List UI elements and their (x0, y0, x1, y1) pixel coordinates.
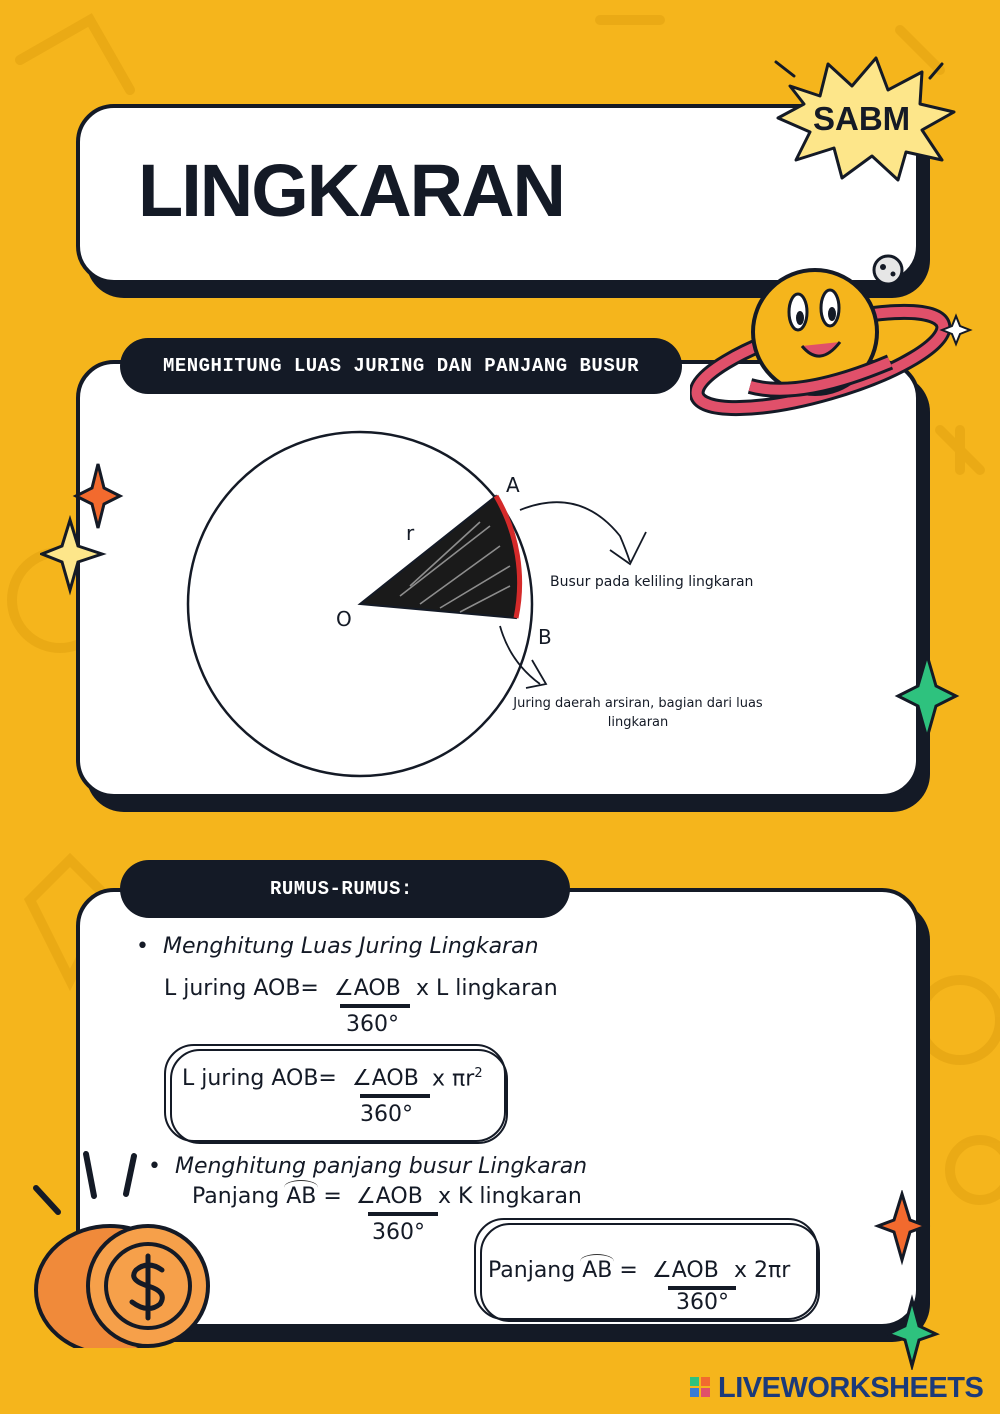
formula4-numerator: ∠AOB (652, 1258, 719, 1283)
sparkle-bottom-right-icon (874, 1190, 944, 1370)
formula2-rhs-text: x πr (432, 1066, 475, 1092)
formula2-exponent: 2 (474, 1066, 483, 1081)
formula2-fraction-bar (360, 1094, 430, 1098)
formula1-denominator: 360° (346, 1012, 399, 1037)
formula2-rhs (432, 1066, 483, 1091)
coin-icon (28, 1148, 228, 1348)
formula4-arc-ab: AB (582, 1258, 613, 1283)
liveworksheets-logo-text[interactable]: LIVEWORKSHEETS (718, 1372, 984, 1404)
sector-shaded (360, 496, 520, 618)
circle-diagram (180, 426, 800, 786)
point-o-label: O (336, 607, 352, 631)
formula2-box (164, 1044, 506, 1142)
bullet-dot: • (148, 1154, 175, 1179)
formula3-fraction-bar (368, 1212, 438, 1216)
formula3-arc-ab: AB (286, 1184, 317, 1209)
sparkle-green-icon (894, 652, 960, 742)
formula1-numerator: ∠AOB (334, 976, 401, 1001)
point-a-label: A (506, 473, 520, 497)
formula4-equals: = (619, 1258, 638, 1283)
formula4-prefix: Panjang (488, 1258, 576, 1283)
planet-mascot-icon (690, 250, 980, 420)
formula4 (488, 1258, 638, 1283)
formula2-lhs: L juring AOB= (182, 1066, 337, 1091)
liveworksheets-logo-mark-icon (690, 1377, 712, 1403)
section-header-rumus: RUMUS-RUMUS: (120, 860, 570, 918)
sparkle-left-icon (40, 460, 130, 600)
juring-note-line1: Juring daerah arsiran, bagian dari luas (513, 696, 763, 711)
bullet-1 (136, 934, 539, 959)
juring-note-line2: lingkaran (607, 715, 669, 730)
formula3-rhs: x K lingkaran (438, 1184, 582, 1209)
radius-label: r (406, 521, 415, 545)
bullet-2-text: Menghitung panjang busur Lingkaran (174, 1154, 588, 1179)
formula1-rhs: x L lingkaran (416, 976, 558, 1001)
formula3-numerator: ∠AOB (356, 1184, 423, 1209)
formula1-fraction-bar (340, 1004, 410, 1008)
formula3-prefix: Panjang (192, 1184, 280, 1209)
formula4-denominator: 360° (676, 1290, 729, 1315)
formula2-numerator: ∠AOB (352, 1066, 419, 1091)
formula1-lhs: L juring AOB= (164, 976, 319, 1001)
formula4-rhs: x 2πr (734, 1258, 791, 1283)
bullet-1-text: Menghitung Luas Juring Lingkaran (162, 934, 539, 959)
formula2-denominator: 360° (360, 1102, 413, 1127)
formula3-equals: = (323, 1184, 342, 1209)
formula3-denominator: 360° (372, 1220, 425, 1245)
bullet-dot: • (136, 934, 163, 959)
busur-note: Busur pada keliling lingkaran (550, 574, 754, 590)
page-title: LINGKARAN (138, 149, 564, 232)
section-header-juring: MENGHITUNG LUAS JURING DAN PANJANG BUSUR (120, 338, 682, 394)
point-b-label: B (538, 625, 552, 649)
badge-label: SABM (813, 100, 911, 137)
